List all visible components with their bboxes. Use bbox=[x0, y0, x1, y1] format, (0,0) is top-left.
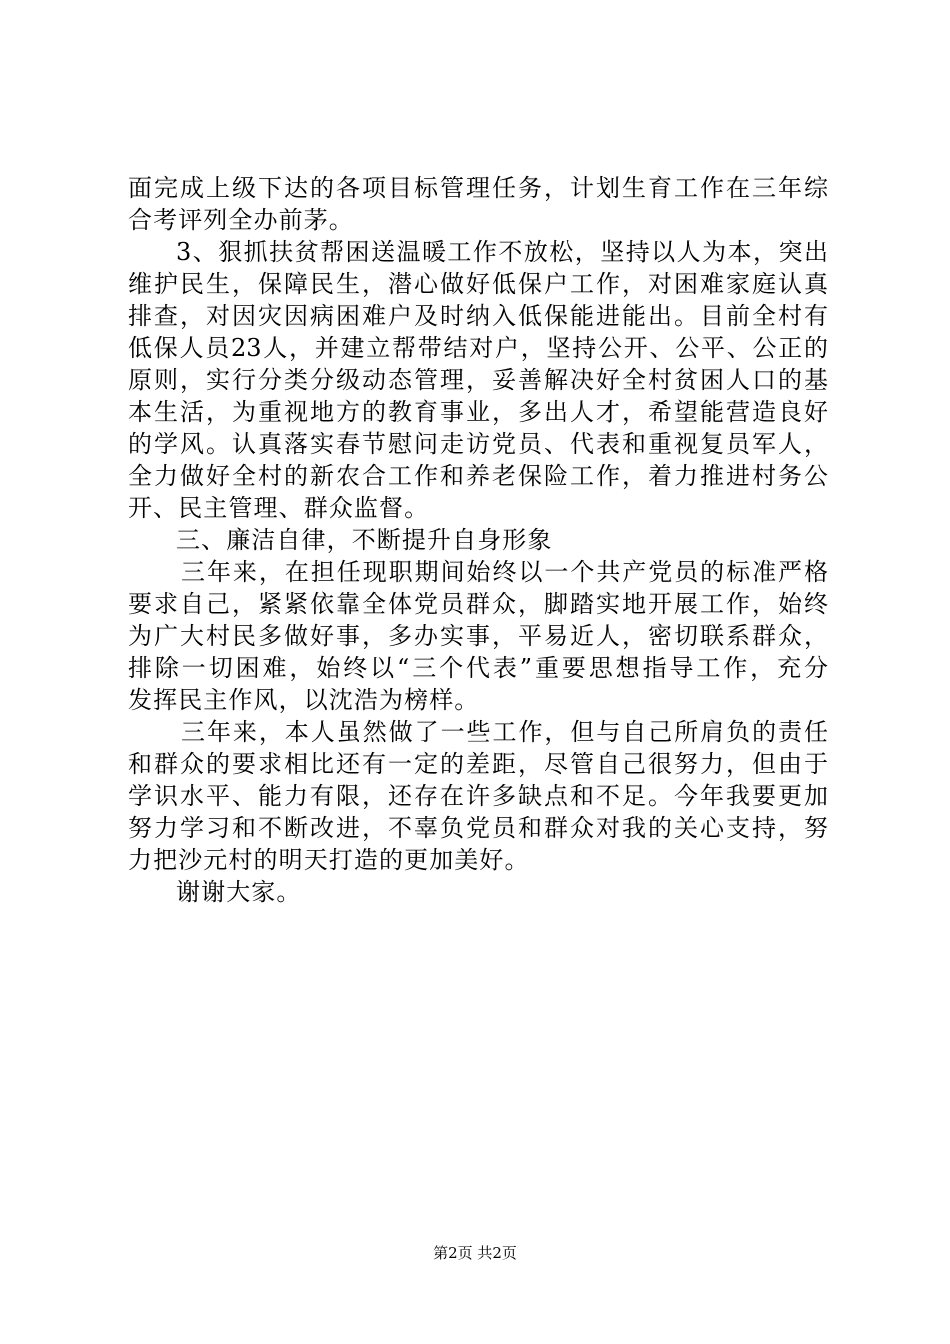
text-line: 学识水平、能力有限，还存在许多缺点和不足。今年我要更加 bbox=[128, 782, 828, 810]
text-line: 力把沙元村的明天打造的更加美好。 bbox=[128, 846, 530, 874]
text-line: 面完成上级下达的各项目标管理任务，计划生育工作在三年综 bbox=[128, 174, 828, 202]
text-line: 合考评列全办前茅。 bbox=[128, 206, 354, 234]
text-line: 的学风。认真落实春节慰问走访党员、代表和重视复员军人， bbox=[128, 430, 828, 458]
text-line: 三年来，本人虽然做了一些工作，但与自己所肩负的责任 bbox=[181, 718, 828, 746]
text-line: 排查，对因灾因病困难户及时纳入低保能进能出。目前全村有 bbox=[128, 302, 828, 330]
text-line: 要求自己，紧紧依靠全体党员群众，脚踏实地开展工作，始终 bbox=[128, 590, 828, 618]
text-line: 和群众的要求相比还有一定的差距，尽管自己很努力，但由于 bbox=[128, 750, 828, 778]
text-line: 低保人员23人，并建立帮带结对户，坚持公开、公平、公正的 bbox=[128, 334, 828, 362]
text-line: 原则，实行分类分级动态管理，妥善解决好全村贫困人口的基 bbox=[128, 366, 828, 394]
document-body bbox=[128, 172, 828, 908]
closing-line: 谢谢大家。 bbox=[176, 878, 302, 906]
text-line: 维护民生，保障民生，潜心做好低保户工作，对困难家庭认真 bbox=[128, 270, 828, 298]
section-heading: 三、廉洁自律，不断提升自身形象 bbox=[176, 526, 553, 554]
text-line: 发挥民主作风，以沈浩为榜样。 bbox=[128, 686, 480, 714]
text-line: 本生活，为重视地方的教育事业，多出人才，希望能营造良好 bbox=[128, 398, 828, 426]
page-number: 第2页 共2页 bbox=[433, 1244, 517, 1262]
text-line: 3、狠抓扶贫帮困送温暖工作不放松，坚持以人为本，突出 bbox=[176, 238, 828, 266]
text-line: 努力学习和不断改进，不辜负党员和群众对我的关心支持，努 bbox=[128, 814, 828, 842]
text-line: 为广大村民多做好事，多办实事，平易近人，密切联系群众， bbox=[128, 622, 828, 650]
text-line: 排除一切困难，始终以“三个代表”重要思想指导工作，充分 bbox=[128, 654, 828, 682]
text-line: 开、民主管理、群众监督。 bbox=[128, 494, 430, 522]
text-line: 三年来，在担任现职期间始终以一个共产党员的标准严格 bbox=[181, 558, 828, 586]
text-line: 全力做好全村的新农合工作和养老保险工作，着力推进村务公 bbox=[128, 462, 828, 490]
